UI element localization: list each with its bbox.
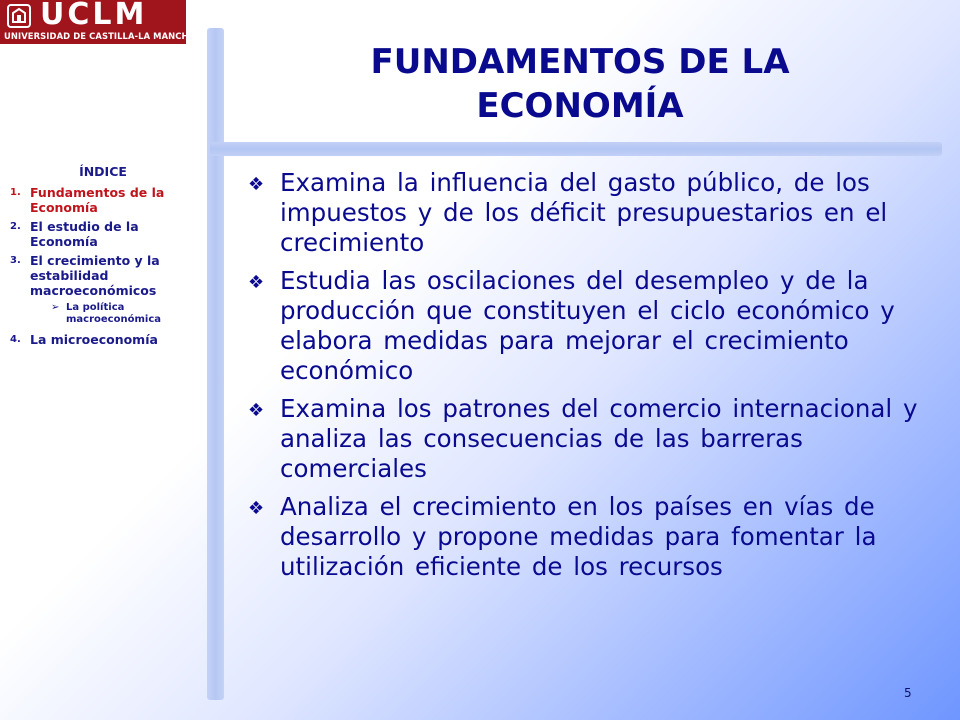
- index-item-label: Fundamentos de la Economía: [30, 185, 165, 215]
- page-number: 5: [904, 686, 912, 700]
- index-heading: ÍNDICE: [79, 164, 127, 179]
- logo-subtitle: UNIVERSIDAD DE CASTILLA-LA MANCHA: [4, 31, 196, 41]
- index-subitem-label: La política macroeconómica: [66, 302, 161, 325]
- bullet-text: Examina la influencia del gasto público, de los impuestos y de los déficit presupuestarios en el crecimiento: [280, 168, 888, 257]
- diamond-bullet-icon: ❖: [248, 272, 265, 293]
- index-panel: [8, 164, 198, 351]
- index-item-number: 3.: [10, 255, 21, 266]
- uclm-logo: [0, 0, 196, 44]
- logo-name: UCLM: [40, 0, 148, 32]
- diamond-bullet-icon: ❖: [248, 498, 265, 519]
- bullet-list: [246, 168, 926, 590]
- bullet-item: [246, 492, 926, 582]
- horizontal-divider: [210, 142, 942, 156]
- vertical-divider: [207, 28, 224, 700]
- index-item-4[interactable]: [8, 332, 198, 347]
- bullet-text: Analiza el crecimiento en los países en vías de desarrollo y propone medidas para fomentar la utilización eficiente de los recursos: [280, 492, 877, 581]
- bullet-text: Estudia las oscilaciones del desempleo y de la producción que constituyen el ciclo económico y elabora medidas para mejorar el crecimiento económico: [280, 266, 895, 385]
- diamond-bullet-icon: ❖: [248, 174, 265, 195]
- index-item-number: 4.: [10, 334, 21, 345]
- index-item-label: La microeconomía: [30, 332, 158, 347]
- bullet-item: [246, 168, 926, 258]
- shield-icon: [6, 3, 32, 29]
- index-item-number: 2.: [10, 221, 21, 232]
- index-subitem[interactable]: [8, 302, 198, 326]
- index-item-1[interactable]: [8, 185, 198, 215]
- bullet-text: Examina los patrones del comercio internacional y analiza las consecuencias de las barreras comerciales: [280, 394, 918, 483]
- index-item-2[interactable]: [8, 219, 198, 249]
- arrow-bullet-icon: ➢: [51, 302, 60, 313]
- bullet-item: [246, 394, 926, 484]
- index-item-label: El estudio de la Economía: [30, 219, 139, 249]
- bullet-item: [246, 266, 926, 386]
- title-line-1: FUNDAMENTOS DE LA: [370, 42, 790, 82]
- index-item-number: 1.: [10, 187, 21, 198]
- diamond-bullet-icon: ❖: [248, 400, 265, 421]
- title-line-2: ECONOMÍA: [476, 86, 684, 126]
- index-item-label: El crecimiento y la estabilidad macroeconómicos: [30, 253, 160, 298]
- slide-title: [300, 40, 860, 128]
- index-item-3[interactable]: [8, 253, 198, 298]
